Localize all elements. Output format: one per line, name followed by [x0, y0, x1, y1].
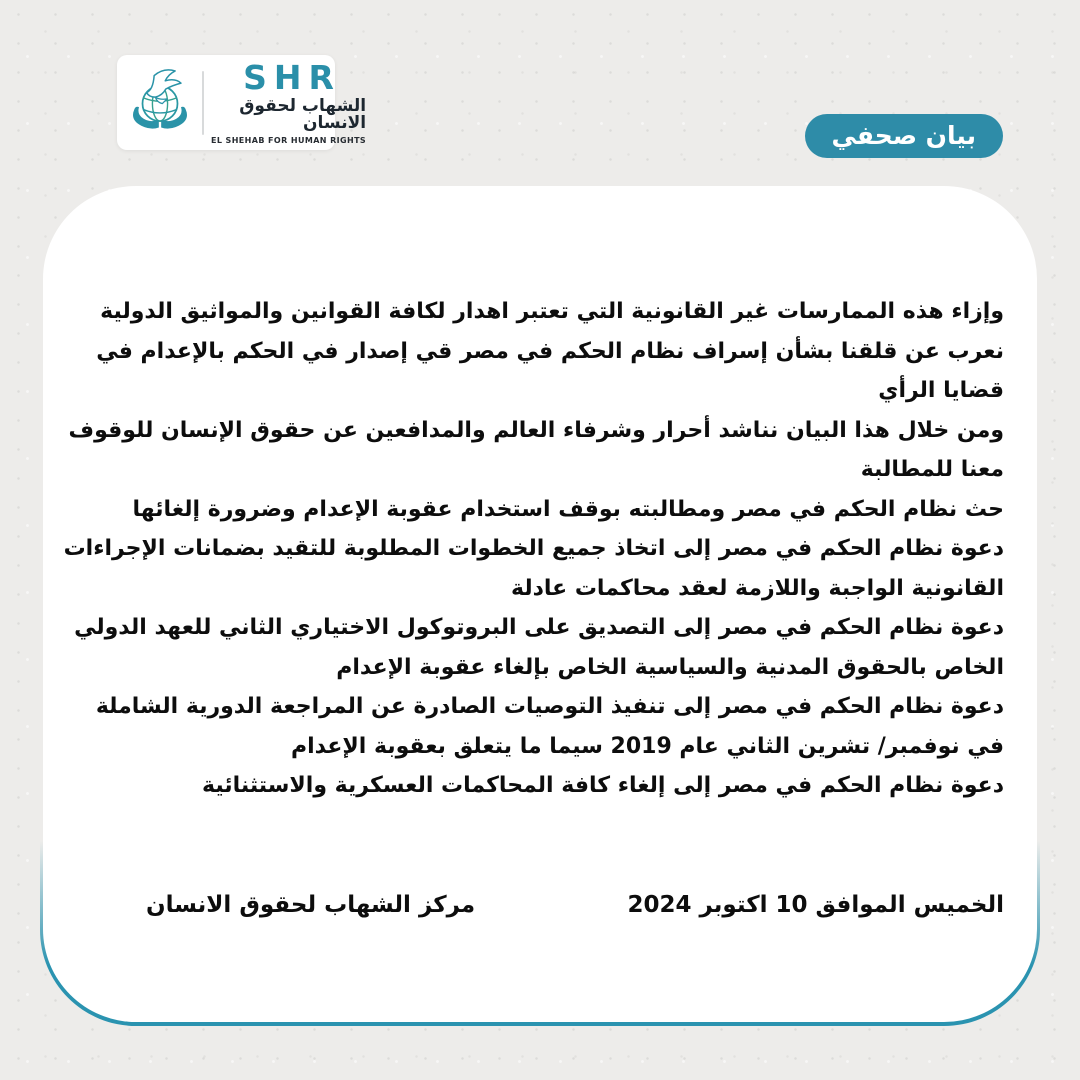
body-line: دعوة نظام الحكم في مصر إلى تنفيذ التوصيات الصادرة عن المراجعة الدورية الشاملة: [95, 694, 1004, 719]
statement-footer: [76, 892, 1004, 918]
press-release-badge: بيان صحفي: [805, 114, 1003, 158]
body-line: قضايا الرأي: [878, 378, 1004, 403]
statement-date: الخميس الموافق 10 اكتوبر 2024: [627, 892, 1004, 918]
body-line: في نوفمبر/ تشرين الثاني عام 2019 سيما ما يتعلق بعقوبة الإعدام: [291, 733, 1004, 759]
logo-english-name: EL SHEHAB FOR HUMAN RIGHTS: [211, 135, 367, 145]
body-line: الخاص بالحقوق المدنية والسياسية الخاص بإلغاء عقوبة الإعدام: [336, 654, 1004, 680]
statement-organization: مركز الشهاب لحقوق الانسان: [146, 892, 476, 918]
body-line: القانونية الواجبة واللازمة لعقد محاكمات عادلة: [510, 575, 1004, 601]
logo-arabic-name: الشهاب لحقوق الانسان: [239, 95, 367, 133]
body-line: حث نظام الحكم في مصر ومطالبته بوقف استخدام عقوبة الإعدام وضرورة إلغائها: [132, 496, 1004, 522]
body-line: نعرب عن قلقنا بشأن إسراف نظام الحكم في مصر قي إصدار في الحكم بالإعدام في: [96, 338, 1004, 364]
logo-text-block: [211, 57, 367, 145]
dove-globe-hands-icon: [125, 65, 195, 141]
statement-card-border: [40, 186, 1040, 1026]
body-line: دعوة نظام الحكم في مصر إلى التصديق على البروتوكول الاختياري الثاني للعهد الدولي: [74, 615, 1004, 640]
body-line: دعوة نظام الحكم في مصر إلى إلغاء كافة المحاكمات العسكرية والاستثنائية: [202, 773, 1004, 798]
statement-card: [43, 186, 1037, 1022]
body-line: معنا للمطالبة: [860, 457, 1004, 482]
logo-abbr: SHR: [243, 57, 341, 97]
logo-divider: [202, 71, 204, 135]
press-release-body: [63, 292, 1004, 806]
body-line: ومن خلال هذا البيان نناشد أحرار وشرفاء العالم والمدافعين عن حقوق الإنسان للوقوف: [68, 417, 1004, 443]
shr-logo-card: [117, 55, 367, 150]
body-line: دعوة نظام الحكم في مصر إلى اتخاذ جميع الخطوات المطلوبة للتقيد بضمانات الإجراءات: [63, 536, 1004, 561]
body-line: وإزاء هذه الممارسات غير القانونية التي تعتبر اهدار لكافة القوانين والمواثيق الدولية: [100, 299, 1004, 324]
